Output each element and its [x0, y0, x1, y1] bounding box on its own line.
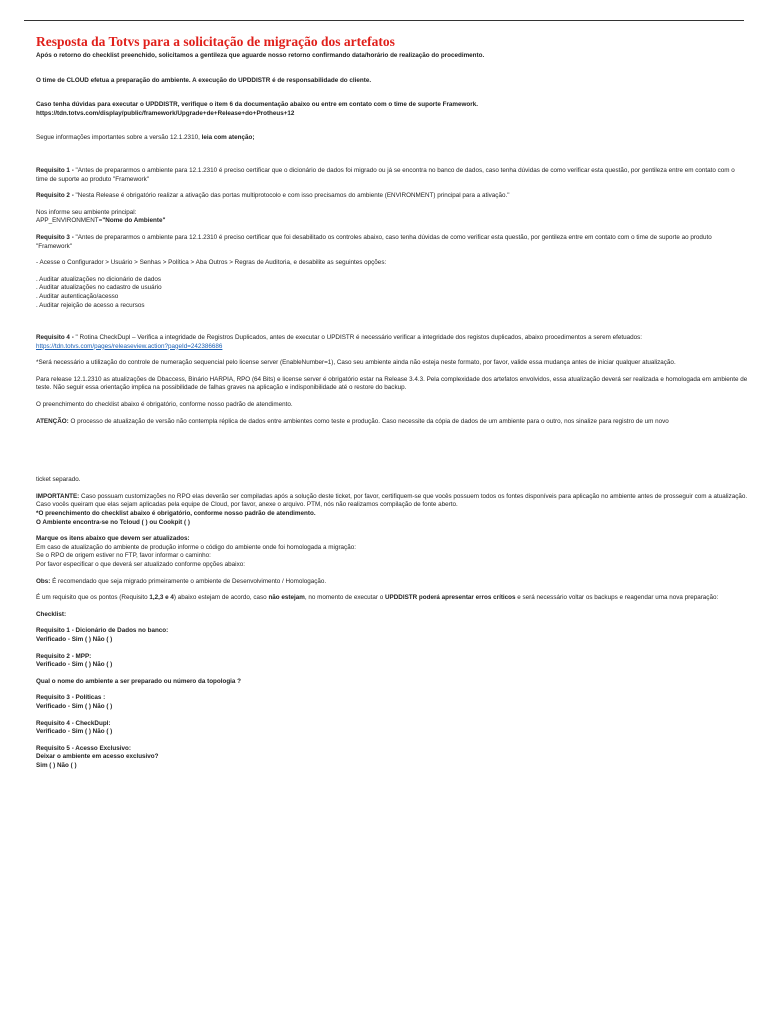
configurator-path: - Acesse o Configurador > Usuário > Senhas > Política > Aba Outros > Regras de Auditoria, e desabilite as seguintes opções:	[36, 259, 387, 267]
checklist-mandatory: O preenchimento do checklist abaixo é obrigatório, conforme nosso padrão de atendimento.	[36, 401, 293, 409]
ticket-note: ticket separado.	[36, 476, 81, 484]
mark-line-2: Se o RPO de origem estiver no FTP, favor informar o caminho:	[36, 552, 211, 560]
check-3-title: Requisito 3 - Políticas :	[36, 694, 106, 702]
check-5-question: Deixar o ambiente em acesso exclusivo?	[36, 753, 159, 761]
requirement-3: Requisito 3 - "Antes de prepararmos o ambiente para 12.1.2310 é preciso certificar que foi desabilitado os controles abaixo, caso tenha dúvidas de como verificar esta questão, por gentileza entre em contato com o time de suporte ao produto "Framework"	[36, 233, 712, 250]
check-1-title: Requisito 1 - Dicionário de Dados no banco:	[36, 627, 169, 635]
env-prompt: Nos informe seu ambiente principal:	[36, 208, 137, 216]
check-3-options[interactable]: Verificado - Sim ( ) Não ( )	[36, 702, 113, 710]
checklist-title: Checklist:	[36, 610, 67, 618]
license-note: *Será necessário a utilização do controle de numeração sequencial pelo license server (EnableNumber=1), Caso seu ambiente ainda não esteja neste formato, por favor, valide essa mudança antes de iniciar qualquer atualização.	[36, 359, 676, 367]
top-divider	[24, 20, 744, 21]
obs-note: Obs: É recomendado que seja migrado primeiramente o ambiente de Desenvolvimento / Homologação.	[36, 577, 327, 585]
audit-item: . Auditar atualizações no cadastro de usuário	[36, 284, 162, 292]
important-note: IMPORTANTE: Caso possuam customizações no RPO elas deverão ser compiladas após a solução deste ticket, por favor, certifiquem-se que vocês possuem todos os fontes disponíveis para aplicação no ambiente antes de prosseguir com a atualização. Caso vocês queiram que elas sejam aplicadas pela equipe de Cloud, por favor, anexe o arquivo. PTM, nós não realizamos compilação de fonte aberto.	[36, 492, 748, 509]
audit-item: . Auditar rejeição de acesso a recursos	[36, 301, 145, 309]
intro-paragraph-3: Caso tenha dúvidas para executar o UPDDISTR, verifique o item 6 da documentação abaixo ou entre em contato com o time de suporte Framework.	[36, 101, 478, 109]
mark-line-1: Em caso de atualização do ambiente de produção informe o código do ambiente onde foi homologada a migração:	[36, 543, 356, 551]
page-title: Resposta da Totvs para a solicitação de migração dos artefatos	[36, 34, 395, 49]
check-2-options[interactable]: Verificado - Sim ( ) Não ( )	[36, 661, 113, 669]
requirements-warning: É um requisito que os pontos (Requisito 1,2,3 e 4) abaixo estejam de acordo, caso não estejam, no momento de executar o UPDDISTR poderá apresentar erros críticos e será necessário voltar os backups e reagendar uma nova preparação:	[36, 594, 719, 602]
intro-paragraph-1: Após o retorno do checklist preenchido, solicitamos a gentileza que aguarde nosso retorno confirmando data/horário de realização do procedimento.	[36, 52, 485, 59]
version-info: Segue informações importantes sobre a versão 12.1.2310, leia com atenção;	[36, 134, 255, 142]
mark-line-3: Por favor especificar o que deverá ser atualizado conforme opções abaixo:	[36, 561, 245, 568]
environment-question: Qual o nome do ambiente a ser preparado ou número da topologia ?	[36, 677, 242, 685]
audit-item: . Auditar autenticação/acesso	[36, 292, 119, 300]
mandatory-note: *O preenchimento do checklist abaixo é obrigatório, conforme nosso padrão de atendimento.	[36, 510, 316, 518]
mark-items-title: Marque os itens abaixo que devem ser atualizados:	[36, 535, 190, 543]
check-2-title: Requisito 2 - MPP:	[36, 652, 92, 660]
audit-item: . Auditar atualizações no dicionário de dados	[36, 275, 161, 283]
check-4-options[interactable]: Verificado - Sim ( ) Não ( )	[36, 728, 113, 736]
intro-paragraph-2: O time de CLOUD efetua a preparação do ambiente. A execução do UPDDISTR é de responsabilidade do cliente.	[36, 76, 372, 84]
requirement-1: Requisito 1 - "Antes de prepararmos o ambiente para 12.1.2310 é preciso certificar que o dicionário de dados foi migrado ou já se encontra no banco de dados, caso tenha dúvidas de como verificar esta questão, por gentileza entre em contato com o time de suporte ao produto "Framework"	[36, 166, 735, 183]
check-5-options[interactable]: Sim ( ) Não ( )	[36, 761, 77, 769]
check-1-options[interactable]: Verificado - Sim ( ) Não ( )	[36, 635, 113, 643]
framework-doc-link[interactable]: https://tdn.totvs.com/display/public/framework/Upgrade+de+Release+do+Protheus+12	[36, 109, 295, 117]
env-value: APP_ENVIRONMENT="Nome do Ambiente"	[36, 217, 166, 225]
document-body	[36, 34, 748, 771]
release-note: Para release 12.1.2310 as atualizações de Dbaccess, Binário HARPIA, RPO (64 Bits) e license server é obrigatório estar na Release 3.4.3. Pela complexidade dos artefatos envolvidos, essa atualização deverá ser realizada e homologada em ambiente de teste. Não seguir essa orientação implica na possibilidade de falhas graves na aplicação e indisponibilidade até o restore do backup.	[36, 375, 748, 392]
requirement-4: Requisito 4 - " Rotina CheckDupl – Verifica a integridade de Registros Duplicados, antes de executar o UPDISTR é necessário verificar a integridade dos registos duplicados, abaixo procedimentos a serem efetuados:	[36, 334, 643, 342]
environment-location: O Ambiente encontra-se no Tcloud ( ) ou Cookpit ( )	[36, 518, 190, 526]
attention-note: ATENÇÃO: O processo de atualização de versão não contempla réplica de dados entre ambientes como teste e produção. Caso necessite da cópia de dados de um ambiente para o outro, nos sinalize para registro de um novo	[36, 417, 669, 425]
requirement-2: Requisito 2 - "Nesta Release é obrigatório realizar a ativação das portas multiprotocolo e com isso precisamos do ambiente (ENVIRONMENT) principal para a ativação."	[36, 192, 510, 200]
check-4-title: Requisito 4 - CheckDupl:	[36, 719, 111, 727]
check-5-title: Requisito 5 - Acesso Exclusivo:	[36, 744, 131, 752]
checkdupl-link[interactable]: https://tdn.totvs.com/pages/releaseview.action?pageId=242386686	[36, 342, 223, 350]
